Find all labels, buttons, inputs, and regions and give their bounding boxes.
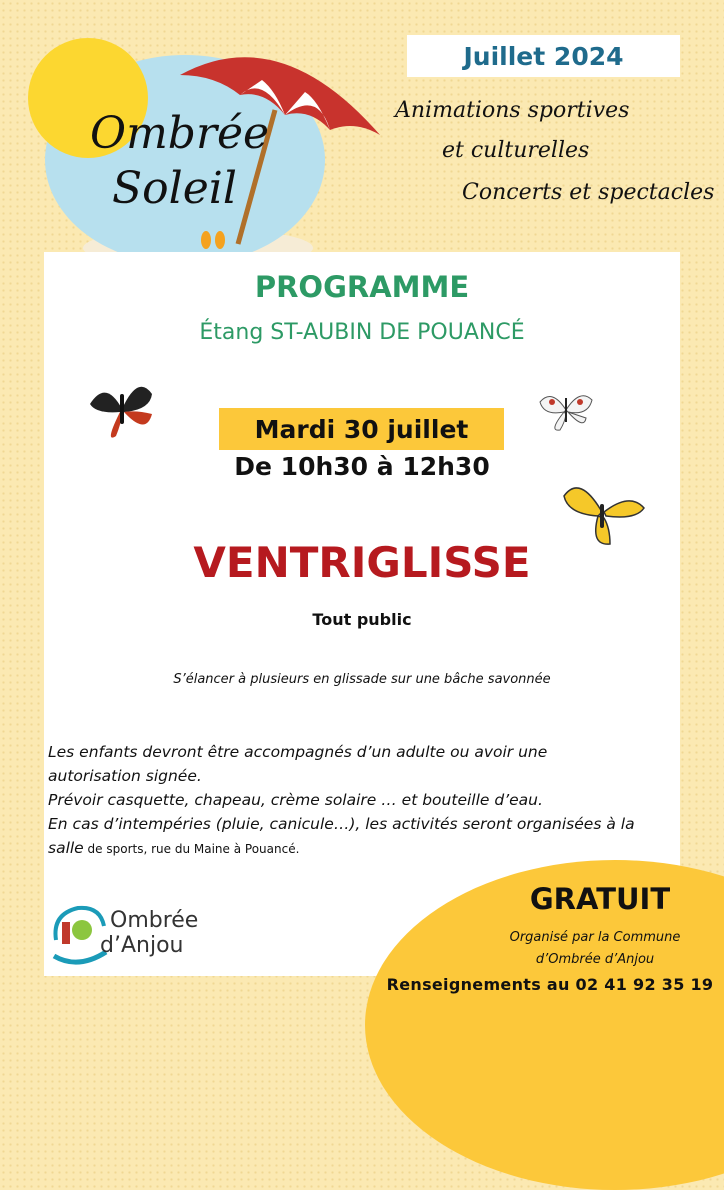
month-badge xyxy=(407,35,680,77)
logo-title-line1: Ombrée xyxy=(90,108,270,159)
commune-logo-line1: Ombrée xyxy=(110,908,199,933)
event-time: De 10h30 à 12h30 xyxy=(234,452,490,481)
butterfly-yellow-icon xyxy=(560,474,646,548)
tagline-1: Animations sportives xyxy=(395,98,630,123)
butterfly-red-icon xyxy=(86,374,158,444)
program-place: Étang ST-AUBIN DE POUANCÉ xyxy=(199,320,525,345)
logo-title-line2: Soleil xyxy=(112,163,237,214)
activity-description: S’élancer à plusieurs en glissade sur une bâche savonnée xyxy=(173,672,551,687)
free-label: GRATUIT xyxy=(529,882,671,916)
notes-block xyxy=(48,740,678,861)
notes-line: En cas d’intempéries (pluie, canicule…), les activités seront organisées à la xyxy=(48,815,635,833)
event-date: Mardi 30 juillet xyxy=(254,414,469,444)
commune-logo-line2: d’Anjou xyxy=(100,933,184,958)
notes-line-start: salle xyxy=(48,839,84,857)
organizer-line1: Organisé par la Commune xyxy=(509,930,681,945)
date-badge xyxy=(219,408,504,450)
month-label: Juillet 2024 xyxy=(463,41,624,71)
notes-line: Prévoir casquette, chapeau, crème solaire … et bouteille d’eau. xyxy=(48,791,543,809)
butterfly-white-icon xyxy=(538,388,594,434)
audience-label: Tout public xyxy=(312,610,412,629)
program-title: PROGRAMME xyxy=(254,270,470,304)
notes-line xyxy=(48,836,678,861)
activity-title: VENTRIGLISSE xyxy=(193,538,531,587)
contact-info: Renseignements au 02 41 92 35 19 xyxy=(386,975,714,994)
tagline-3: Concerts et spectacles xyxy=(462,180,715,205)
notes-line-end: de sports, rue du Maine à Pouancé. xyxy=(83,842,300,856)
notes-line: autorisation signée. xyxy=(48,767,202,785)
notes-line: Les enfants devront être accompagnés d’un adulte ou avoir une xyxy=(48,743,548,761)
organizer-line2: d’Ombrée d’Anjou xyxy=(535,952,655,967)
tagline-2: et culturelles xyxy=(442,138,590,163)
